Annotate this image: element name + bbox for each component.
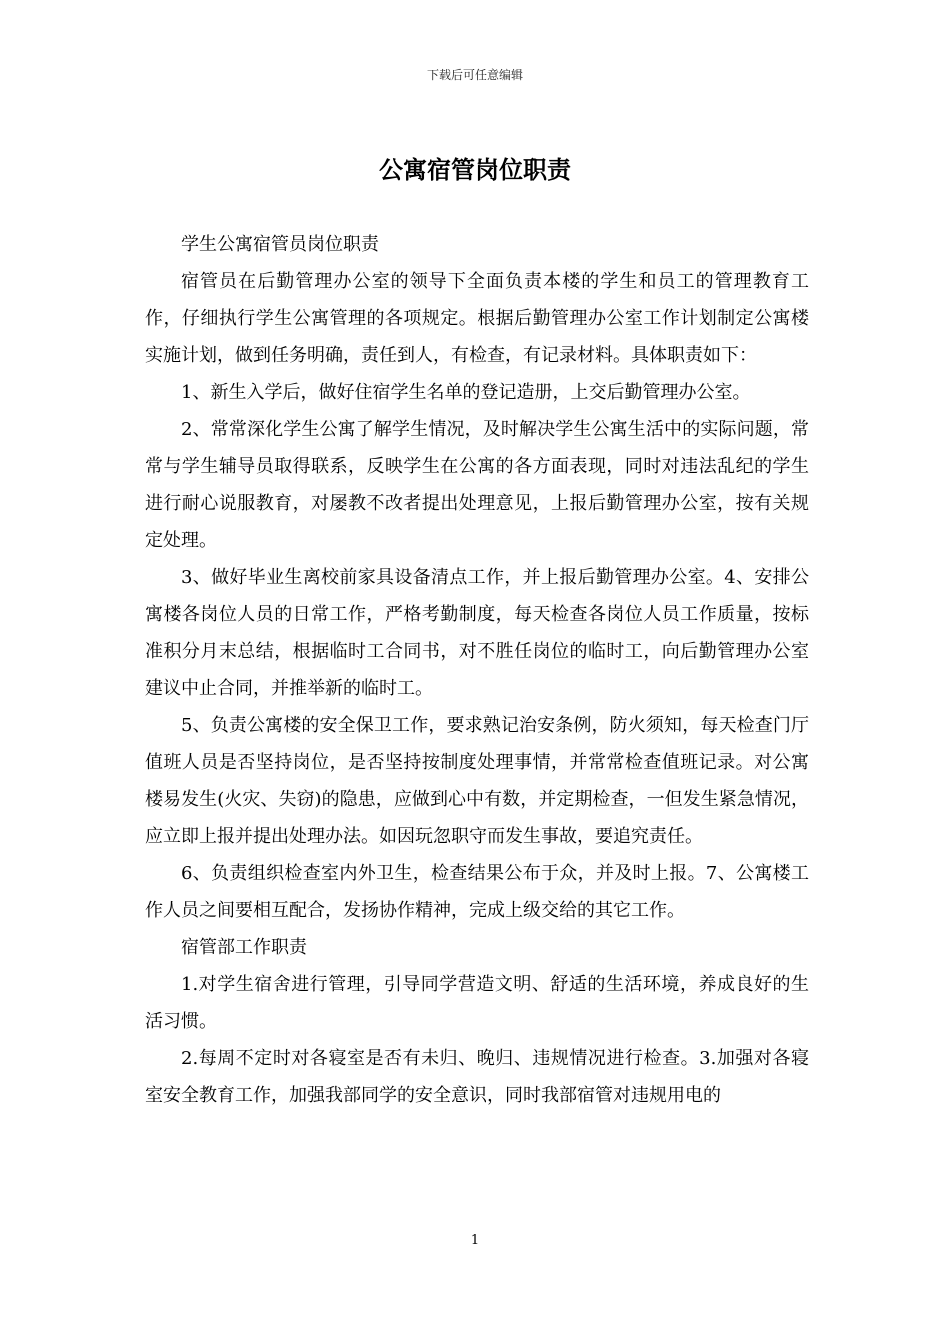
document-body [145, 226, 809, 1114]
paragraph: 5、负责公寓楼的安全保卫工作，要求熟记治安条例，防火须知，每天检查门厅值班人员是否坚持岗位，是否坚持按制度处理事情，并常常检查值班记录。对公寓楼易发生(火灾、失窃)的隐患，应做到心中有数，并定期检查，一但发生紧急情况，应立即上报并提出处理办法。如因玩忽职守而发生事故，要追究责任。 [145, 715, 809, 847]
paragraph: 2、常常深化学生公寓了解学生情况，及时解决学生公寓生活中的实际问题，常常与学生辅导员取得联系，反映学生在公寓的各方面表现，同时对违法乱纪的学生进行耐心说服教育，对屡教不改者提出处理意见，上报后勤管理办公室，按有关规定处理。 [145, 419, 809, 551]
paragraph: 3、做好毕业生离校前家具设备清点工作，并上报后勤管理办公室。4、安排公寓楼各岗位人员的日常工作，严格考勤制度，每天检查各岗位人员工作质量，按标准积分月末总结，根据临时工合同书，对不胜任岗位的临时工，向后勤管理办公室建议中止合同，并推举新的临时工。 [145, 567, 809, 699]
paragraph: 1、新生入学后，做好住宿学生名单的登记造册，上交后勤管理办公室。 [181, 382, 751, 403]
paragraph: 6、负责组织检查室内外卫生，检查结果公布于众，并及时上报。7、公寓楼工作人员之间要相互配合，发扬协作精神，完成上级交给的其它工作。 [145, 863, 809, 921]
page-number: 1 [470, 1233, 480, 1248]
paragraph: 2.每周不定时对各寝室是否有未归、晚归、违规情况进行检查。3.加强对各寝室安全教育工作，加强我部同学的安全意识，同时我部宿管对违规用电的 [145, 1048, 809, 1106]
page-header: 下载后可任意编辑 [426, 68, 523, 82]
paragraph: 1.对学生宿舍进行管理，引导同学营造文明、舒适的生活环境，养成良好的生活习惯。 [145, 974, 809, 1032]
paragraph-section-heading: 宿管部工作职责 [181, 937, 307, 958]
document-title: 公寓宿管岗位职责 [379, 155, 571, 184]
paragraph: 宿管员在后勤管理办公室的领导下全面负责本楼的学生和员工的管理教育工作，仔细执行学生公寓管理的各项规定。根据后勤管理办公室工作计划制定公寓楼实施计划，做到任务明确，责任到人，有检查，有记录材料。具体职责如下： [145, 271, 809, 366]
paragraph-section-heading: 学生公寓宿管员岗位职责 [181, 234, 379, 255]
